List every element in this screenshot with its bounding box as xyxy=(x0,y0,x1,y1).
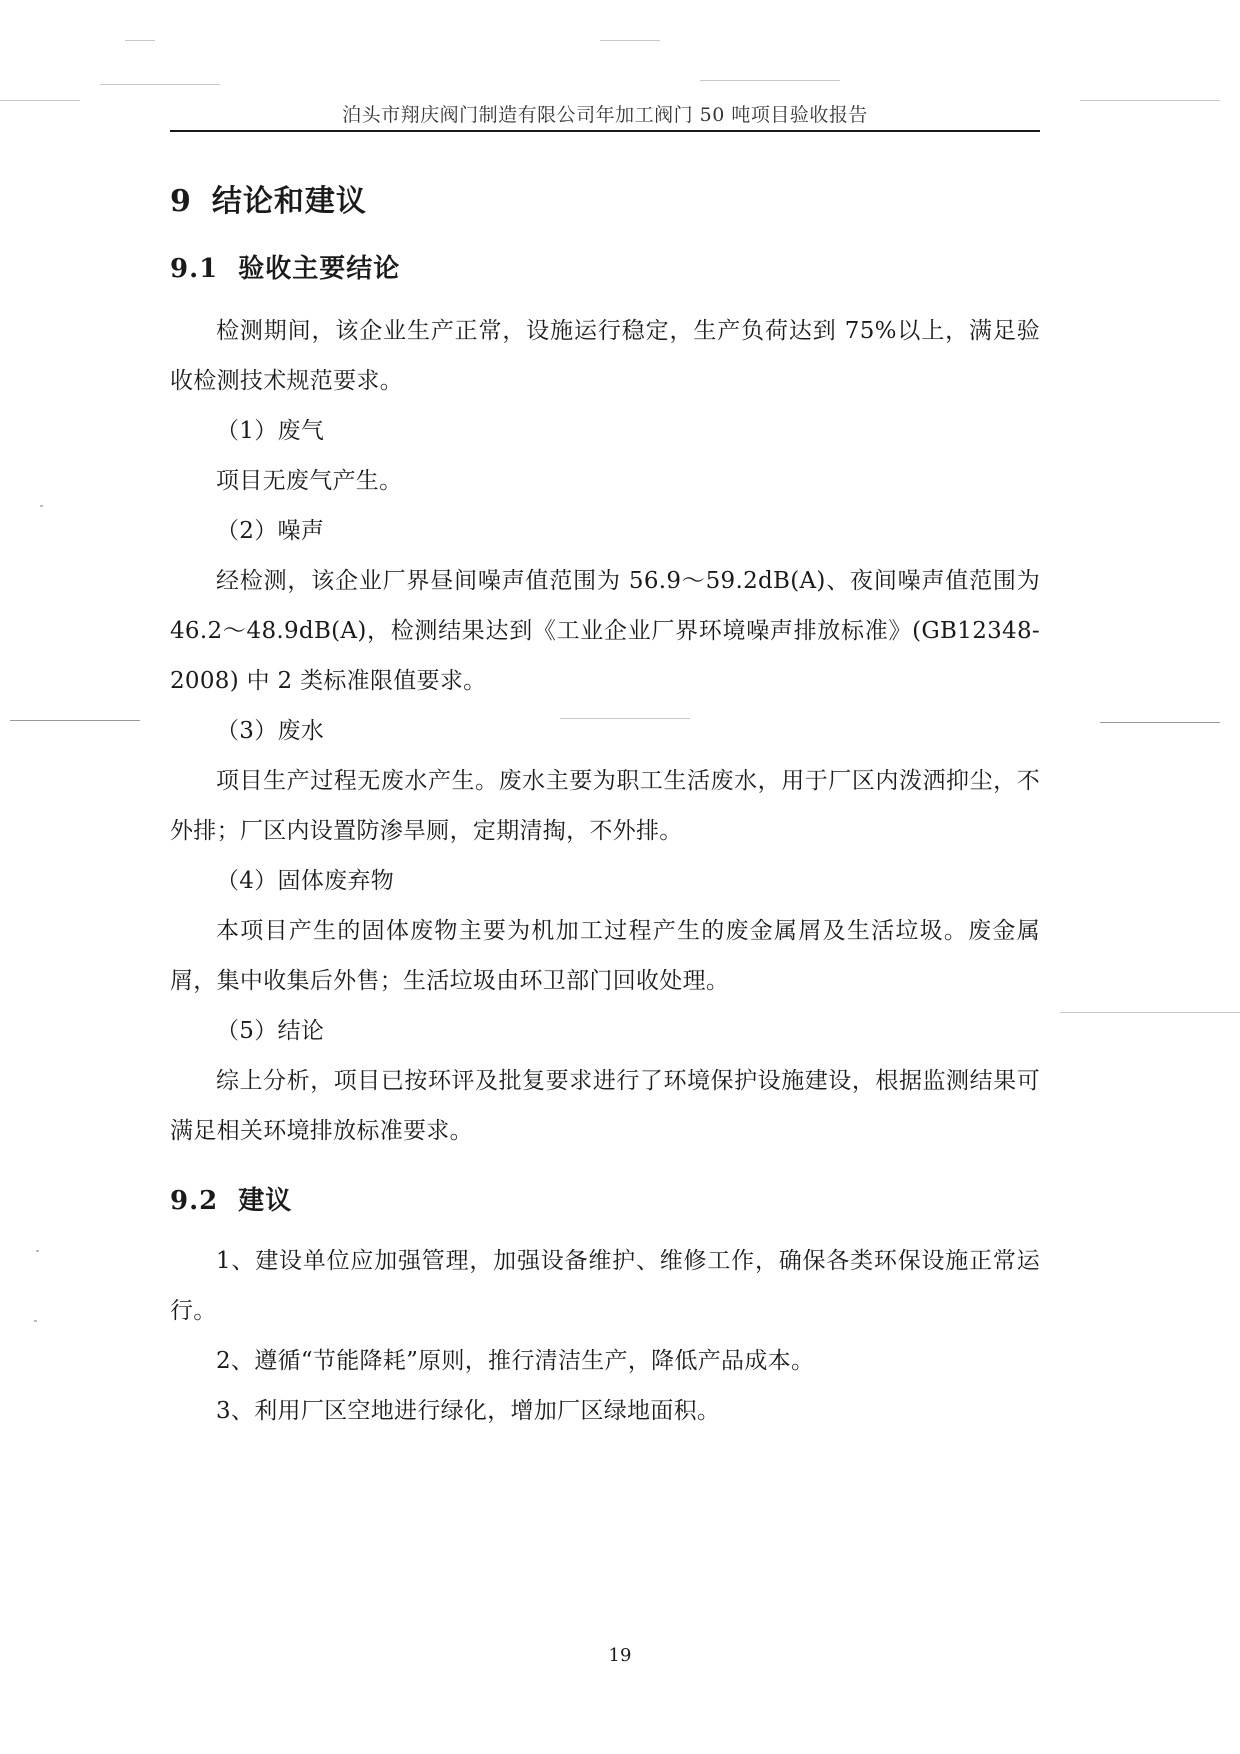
scan-artifact xyxy=(1060,1012,1240,1013)
scan-artifact xyxy=(10,720,140,721)
item-label-solid-waste: （4）固体废弃物 xyxy=(216,868,395,894)
item-text-wastewater: 项目生产过程无废水产生。废水主要为职工生活废水，用于厂区内泼洒抑尘，不外排；厂区内设置防渗旱厕，定期清掏，不外排。 xyxy=(170,768,1040,844)
scan-artifact xyxy=(700,80,840,81)
page-number: 19 xyxy=(608,1645,632,1666)
scan-speck xyxy=(34,1320,37,1322)
scan-speck xyxy=(40,505,43,507)
item-text-conclusion: 综上分析，项目已按环评及批复要求进行了环境保护设施建设，根据监测结果可满足相关环境排放标准要求。 xyxy=(170,1068,1040,1144)
item-label-conclusion: （5）结论 xyxy=(216,1018,325,1044)
section-heading-9-2 xyxy=(170,1180,292,1217)
item-label-noise: （2）噪声 xyxy=(216,518,325,544)
header-rule xyxy=(170,130,1040,132)
item-text-exhaust-gas: 项目无废气产生。 xyxy=(216,468,403,494)
intro-paragraph: 检测期间，该企业生产正常，设施运行稳定，生产负荷达到 75%以上，满足验收检测技术规范要求。 xyxy=(170,318,1040,394)
section-title: 验收主要结论 xyxy=(238,254,401,284)
chapter-heading xyxy=(170,176,367,220)
section-number: 9.1 xyxy=(170,254,219,284)
chapter-title: 结论和建议 xyxy=(211,184,367,219)
item-text-noise: 经检测，该企业厂界昼间噪声值范围为 56.9～59.2dB(A)、夜间噪声值范围为 46.2～48.9dB(A)，检测结果达到《工业企业厂界环境噪声排放标准》(GB12348-2008) 中 2 类标准限值要求。 xyxy=(170,568,1040,694)
scan-artifact xyxy=(100,84,220,85)
scan-artifact xyxy=(0,100,80,101)
section-title: 建议 xyxy=(238,1186,293,1216)
chapter-number: 9 xyxy=(170,184,192,219)
scan-artifact xyxy=(600,40,660,41)
scan-artifact xyxy=(125,40,155,41)
item-text-solid-waste: 本项目产生的固体废物主要为机加工过程产生的废金属屑及生活垃圾。废金属屑，集中收集后外售；生活垃圾由环卫部门回收处理。 xyxy=(170,918,1040,994)
scan-artifact xyxy=(1100,722,1220,723)
section-heading-9-1 xyxy=(170,248,400,285)
section-number: 9.2 xyxy=(170,1186,219,1216)
scan-artifact xyxy=(1080,100,1220,101)
running-header: 泊头市翔庆阀门制造有限公司年加工阀门 50 吨项目验收报告 xyxy=(342,104,868,126)
scan-speck xyxy=(36,1250,39,1252)
suggestion-item: 3、利用厂区空地进行绿化，增加厂区绿地面积。 xyxy=(216,1398,721,1424)
item-label-wastewater: （3）废水 xyxy=(216,718,325,744)
suggestion-item: 1、建设单位应加强管理，加强设备维护、维修工作，确保各类环保设施正常运行。 xyxy=(170,1248,1040,1324)
suggestion-item: 2、遵循“节能降耗”原则，推行清洁生产，降低产品成本。 xyxy=(216,1348,815,1374)
item-label-exhaust-gas: （1）废气 xyxy=(216,418,325,444)
